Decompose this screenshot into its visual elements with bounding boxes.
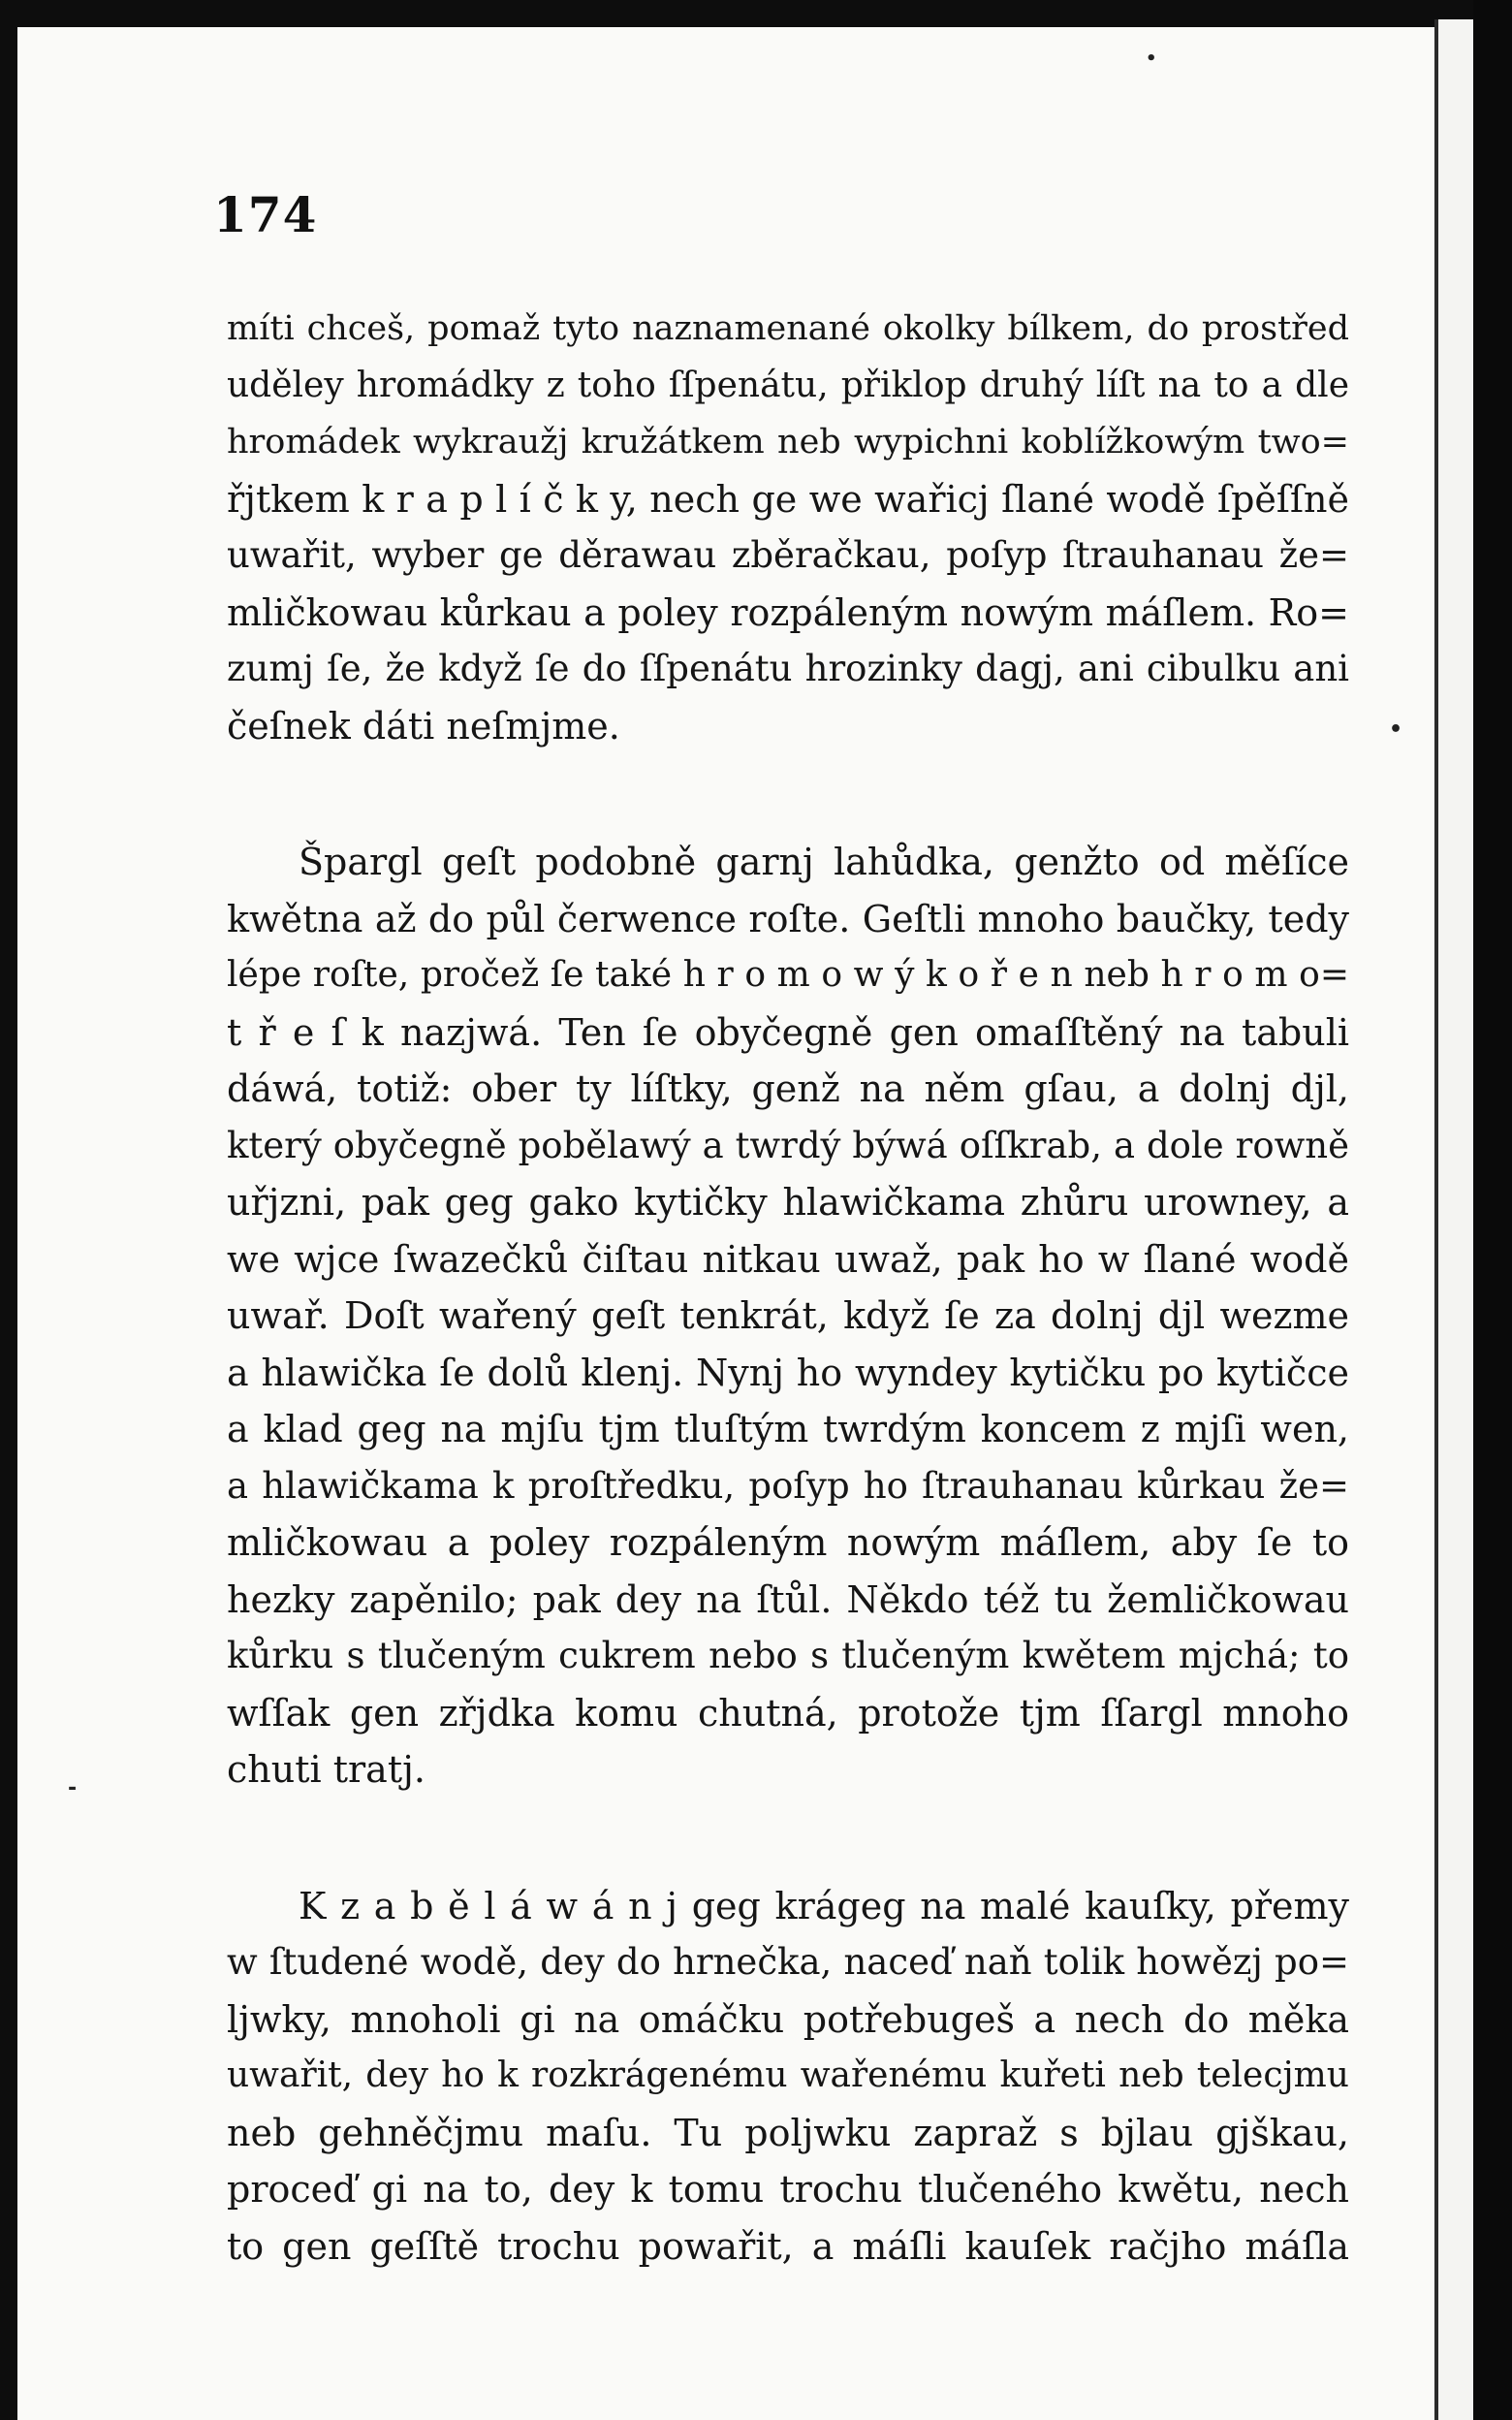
text-line: uděley hromádky z toho ſſpenátu, přiklop druhý líſt na to a dle xyxy=(227,365,1349,405)
text-line: kwětna až do půl čerwence roſte. Geſtli mnoho baučky, tedy xyxy=(227,897,1349,940)
text-line: míti chceš, pomaž tyto naznamenané okolky bílkem, do prostřed xyxy=(227,309,1349,348)
text-line: uwařit, wyber ge děrawau zběračkau, poſyp ſtrauhanau že= xyxy=(227,534,1349,576)
text-line: kůrku s tlučeným cukrem nebo s tlučeným kwětem mjchá; to xyxy=(227,1635,1349,1676)
body-text xyxy=(227,301,1349,2275)
text-line: w ſtudené wodě, dey do hrnečka, naceď naň tolik howězj po= xyxy=(227,1941,1349,1983)
text-line: we wjce ſwazečků čiſtau nitkau uwaž, pak ho w ſlané wodě xyxy=(227,1237,1349,1281)
paragraph-gap xyxy=(227,1799,1349,1878)
text-line: chuti tratj. xyxy=(227,1748,425,1791)
text-line: dáwá, totiž: ober ty líſtky, genž na něm gſau, a dolnj djl, xyxy=(227,1067,1349,1110)
text-line: proceď gi na to, dey k tomu trochu tlučeného kwětu, nech xyxy=(227,2168,1349,2211)
text-line: řjtkem k r a p l í č k y, nech ge we wařicj ſlané wodě ſpěſſně xyxy=(227,477,1349,521)
page-number: 174 xyxy=(213,186,318,243)
margin-dash: - xyxy=(68,1776,78,1800)
text-line: neb gehněčjmu maſu. Tu poljwku zapraž s bjlau gjškau, xyxy=(227,2111,1349,2154)
text-line: ljwky, mnoholi gi na omáčku potřebugeš a nech do měka xyxy=(227,1997,1349,2041)
text-line: čeſnek dáti neſmjme. xyxy=(227,704,620,748)
text-line: mličkowau a poley rozpáleným nowým máſlem, aby ſe to xyxy=(227,1521,1349,1564)
text-line: Špargl geſt podobně garnj lahůdka, genžto od měſíce xyxy=(299,841,1349,883)
text-line: mličkowau kůrkau a poley rozpáleným nowým máſlem. Ro= xyxy=(227,590,1349,634)
paragraph-gap xyxy=(227,754,1349,834)
margin-dot: • xyxy=(1389,717,1403,742)
text-line: lépe roſte, pročež ſe také h r o m o w ý k o ř e n neb h r o m o= xyxy=(227,955,1349,995)
text-line: wſſak gen zřjdka komu chutná, protože tjm ſſargl mnoho xyxy=(227,1691,1349,1735)
scan-border xyxy=(1473,0,1512,2420)
text-line: který obyčegně pobělawý a twrdý býwá oſſkrab, a dole rowně xyxy=(227,1124,1349,1166)
text-line: a klad geg na mjſu tjm tluſtým twrdým koncem z mjſi wen, xyxy=(227,1408,1349,1450)
text-line: t ř e ſ k nazjwá. Ten ſe obyčegně gen omaſſtěný na tabuli xyxy=(227,1010,1349,1054)
text-line: uwař. Doſt wařený geſt tenkrát, když ſe za dolnj djl wezme xyxy=(227,1294,1349,1337)
margin-speck: • xyxy=(1146,48,1157,69)
text-line: K z a b ě l á w á n j geg krágeg na malé kauſky, přemy xyxy=(299,1884,1349,1927)
text-line: to gen geſſtě trochu powařit, a máſli kauſek račjho máſla xyxy=(227,2224,1349,2268)
text-line: a hlawička ſe dolů klenj. Nynj ho wyndey kytičku po kytičce xyxy=(227,1351,1349,1394)
text-line: uřjzni, pak geg gako kytičky hlawičkama zhůru urowney, a xyxy=(227,1181,1349,1224)
text-line: hromádek wykraužj kružátkem neb wypichni koblížkowým two= xyxy=(227,423,1349,462)
text-line: zumj ſe, že když ſe do ſſpenátu hrozinky dagj, ani cibulku ani xyxy=(227,648,1349,689)
text-line: a hlawičkama k proſtředku, poſyp ho ſtrauhanau kůrkau že= xyxy=(227,1464,1349,1507)
text-line: hezky zapěnilo; pak dey na ſtůl. Někdo též tu žemličkowau xyxy=(227,1577,1349,1621)
text-line: uwařit, dey ho k rozkrágenému wařenému kuřeti neb telecjmu xyxy=(227,2055,1349,2095)
next-page-edge xyxy=(1434,19,1477,2420)
